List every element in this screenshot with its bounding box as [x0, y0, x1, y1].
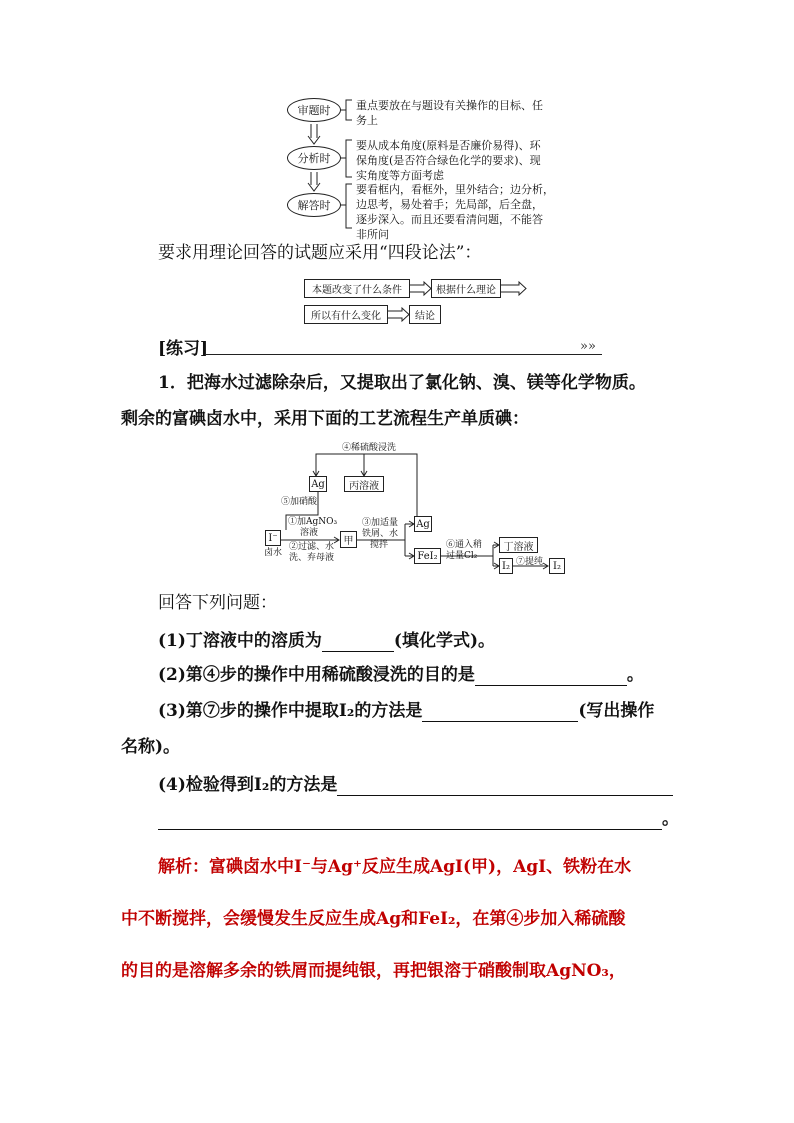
- label-step2: ②过滤、水 洗、弃母液: [289, 542, 335, 563]
- step-oval-review: 审题时: [287, 98, 341, 122]
- box-i2-crude: I₂: [499, 558, 513, 574]
- label-step1: ①加AgNO₃ 溶液: [288, 517, 338, 538]
- question-4: (4)检验得到I₂的方法是: [158, 774, 673, 796]
- answer-blank-3[interactable]: [422, 703, 578, 722]
- question-2: (2)第④步的操作中用稀硫酸浸洗的目的是 。: [158, 665, 644, 685]
- step-text-review: 重点要放在与题设有关操作的目标、任 务上: [356, 99, 543, 127]
- intro-text: 要求用理论回答的试题应采用“四段论法”：: [158, 243, 482, 263]
- analysis-line-2: 中不断搅拌，会缓慢发生反应生成Ag和FeI₂，在第④步加入稀硫酸: [121, 909, 626, 929]
- box-bing-solution: 丙溶液: [344, 476, 384, 492]
- step-oval-answer: 解答时: [287, 193, 341, 217]
- box-ag-top: Ag: [309, 476, 327, 492]
- answer-blank-4a[interactable]: [337, 777, 673, 796]
- question-1: (1)丁溶液中的溶质为 (填化学式)。: [158, 631, 496, 651]
- answer-blank-2[interactable]: [475, 667, 627, 686]
- question-line-2: 剩余的富碘卤水中，采用下面的工艺流程生产单质碘：: [121, 409, 529, 429]
- question-4-cont: 。: [158, 808, 679, 830]
- answer-blank-1[interactable]: [322, 633, 394, 652]
- question-3-cont: 名称)。: [121, 737, 181, 757]
- answer-blank-4b[interactable]: [158, 811, 662, 830]
- label-step3: ③加适量 铁屑、水 搅拌: [362, 518, 399, 550]
- box-change: 所以有什么变化: [304, 305, 388, 324]
- question-line-1: 1．把海水过滤除杂后，又提取出了氯化钠、溴、镁等化学物质。: [158, 373, 646, 393]
- box-ag-right: Ag: [414, 516, 432, 532]
- box-fei2: FeI₂: [414, 548, 441, 564]
- label-step6: ⑥通入稍 过量Cl₂: [446, 540, 483, 561]
- step-oval-analyze: 分析时: [287, 146, 341, 170]
- question-3: (3)第⑦步的操作中提取I₂的方法是 (写出操作: [158, 701, 655, 721]
- practice-label: [练习]: [158, 339, 209, 359]
- practice-arrows: »»: [580, 339, 596, 354]
- answer-prompt: 回答下列问题：: [158, 593, 277, 613]
- box-ding-solution: 丁溶液: [499, 537, 538, 553]
- label-step4: ④稀硫酸浸洗: [342, 443, 397, 453]
- box-conclusion: 结论: [409, 305, 441, 324]
- step-text-analyze: 要从成本角度(原料是否廉价易得)、环 保角度(是否符合绿色化学的要求)、现 实角度等方面考虑: [356, 139, 541, 182]
- step-text-answer: 要看框内，看框外，里外结合；边分析， 边思考，易处着手；先局部，后全盘， 逐步深入。而且还要看清问题，不能答 非所问: [356, 183, 554, 241]
- analysis-line-3: 的目的是溶解多余的铁屑而提纯银，再把银溶于硝酸制取AgNO₃，: [121, 961, 626, 981]
- box-i2-pure: I₂: [549, 558, 565, 574]
- box-iodide: I⁻: [265, 530, 281, 546]
- label-step5: ⑤加硝酸: [281, 497, 318, 507]
- label-brine: 卤水: [264, 548, 283, 558]
- box-jia: 甲: [340, 531, 357, 548]
- box-theory: 根据什么理论: [431, 279, 501, 298]
- box-condition: 本题改变了什么条件: [304, 279, 410, 298]
- analysis-line-1: 解析：富碘卤水中I⁻与Ag⁺反应生成AgI(甲)，AgI、铁粉在水: [158, 857, 632, 877]
- label-step7: ⑦提纯: [516, 557, 544, 567]
- analysis-label: 解析: [158, 857, 192, 877]
